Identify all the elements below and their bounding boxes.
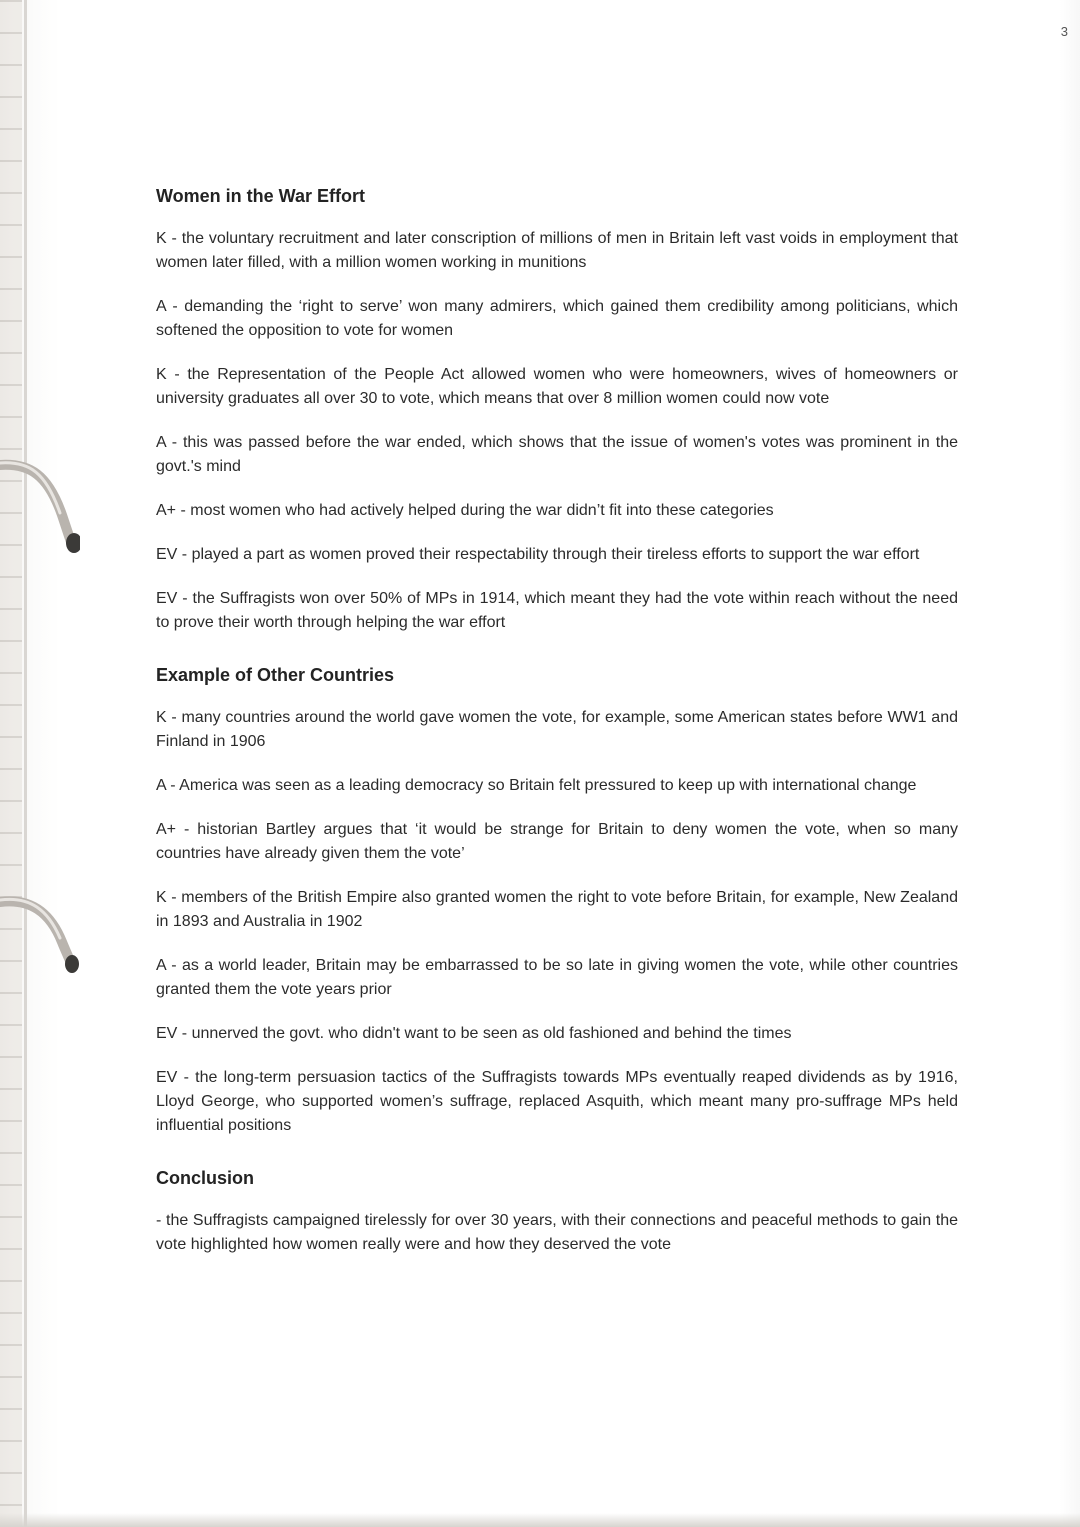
document-body <box>152 186 958 1287</box>
paragraph: K - members of the British Empire also granted women the right to vote before Britain, for example, New Zealand in 1893 and Australia in 1902 <box>156 889 959 930</box>
paragraph-text: the Representation of the People Act allowed women who were homeowners, wives of homeowners or university graduates all over 30 to vote, which means that over 8 million women could now vote <box>156 366 958 407</box>
paragraph-text: the long-term persuasion tactics of the Suffragists towards MPs eventually reaped dividends as by 1916, Lloyd George, who supported women’s suffrage, replaced Asquith, which meant many pro-suffrage MPs held influential positions <box>156 1069 959 1134</box>
paragraph-text: many countries around the world gave women the vote, for example, some American states before WW1 and Finland in 1906 <box>156 709 959 750</box>
paragraph: K - the Representation of the People Act allowed women who were homeowners, wives of homeowners or university graduates all over 30 to vote, which means that over 8 million women could now vote <box>156 366 958 407</box>
point-label: K <box>156 889 167 906</box>
point-label: EV <box>156 1025 178 1042</box>
paragraph-text: the Suffragists won over 50% of MPs in 1914, which meant they had the vote within reach without the need to prove their worth through helping the war effort <box>156 590 958 631</box>
section-conclusion <box>152 1168 958 1257</box>
paragraph-text: unnerved the govt. who didn't want to be seen as old fashioned and behind the times <box>191 1025 792 1042</box>
paragraph: A+ - most women who had actively helped during the war didn’t fit into these categories <box>156 502 774 519</box>
paragraph-text: historian Bartley argues that ‘it would be strange for Britain to deny women the vote, when so many countries have already given them the vote’ <box>156 821 958 862</box>
paragraph: EV - played a part as women proved their respectability through their tireless efforts to support the war effort <box>156 546 920 563</box>
paragraph-text: played a part as women proved their respectability through their tireless efforts to support the war effort <box>191 546 920 563</box>
point-label: A+ <box>156 502 177 519</box>
section-other-countries <box>152 665 958 1138</box>
section-heading: Example of Other Countries <box>156 665 395 685</box>
paragraph: EV - the long-term persuasion tactics of the Suffragists towards MPs eventually reaped dividends as by 1916, Lloyd George, who supported women’s suffrage, replaced Asquith, which meant many pro-suffrage MPs held influential positions <box>156 1069 959 1134</box>
point-label: A+ <box>156 821 177 838</box>
paragraph-text: the voluntary recruitment and later conscription of millions of men in Britain left vast voids in employment that women later filled, with a million women working in munitions <box>156 230 958 271</box>
paragraph: EV - unnerved the govt. who didn't want to be seen as old fashioned and behind the times <box>156 1025 792 1042</box>
binder-ring-icon <box>0 455 80 555</box>
paragraph-text: members of the British Empire also granted women the right to vote before Britain, for example, New Zealand in 1893 and Australia in 1902 <box>156 889 959 930</box>
point-label: EV <box>156 1069 178 1086</box>
paragraph-text: as a world leader, Britain may be embarrassed to be so late in giving women the vote, while other countries granted them the vote years prior <box>156 957 959 998</box>
paragraph-text: demanding the ‘right to serve’ won many admirers, which gained them credibility among politicians, which softened the opposition to vote for women <box>156 298 959 339</box>
point-label: EV <box>156 590 178 607</box>
page-number: 3 <box>1060 24 1068 39</box>
point-label: A <box>156 777 166 794</box>
paragraph: A - America was seen as a leading democracy so Britain felt pressured to keep up with international change <box>156 777 917 794</box>
point-label: K <box>156 709 167 726</box>
paragraph: A - demanding the ‘right to serve’ won many admirers, which gained them credibility among politicians, which softened the opposition to vote for women <box>156 298 959 339</box>
point-label: K <box>156 366 167 383</box>
paragraph: K - many countries around the world gave women the vote, for example, some American states before WW1 and Finland in 1906 <box>156 709 959 750</box>
point-label: EV <box>156 546 178 563</box>
point-label: A <box>156 434 166 451</box>
section-women-war-effort <box>152 186 958 635</box>
paragraph: A+ - historian Bartley argues that ‘it would be strange for Britain to deny women the vote, when so many countries have already given them the vote’ <box>156 821 958 862</box>
binder-ring-icon <box>0 880 80 980</box>
paragraph: K - the voluntary recruitment and later conscription of millions of men in Britain left vast voids in employment that women later filled, with a million women working in munitions <box>156 230 958 271</box>
section-heading: Women in the War Effort <box>156 186 365 206</box>
paragraph: A - this was passed before the war ended, which shows that the issue of women's votes was prominent in the govt.'s mind <box>156 434 959 475</box>
paragraph-text: America was seen as a leading democracy so Britain felt pressured to keep up with international change <box>179 777 917 794</box>
paragraph-text: this was passed before the war ended, which shows that the issue of women's votes was prominent in the govt.'s mind <box>156 434 959 475</box>
paragraph: A - as a world leader, Britain may be embarrassed to be so late in giving women the vote, while other countries granted them the vote years prior <box>156 957 959 998</box>
point-label: K <box>156 230 167 247</box>
point-label: A <box>156 957 166 974</box>
binder-edge <box>0 0 22 1527</box>
paragraph: EV - the Suffragists won over 50% of MPs in 1914, which meant they had the vote within reach without the need to prove their worth through helping the war effort <box>156 590 958 631</box>
paragraph-text: the Suffragists campaigned tirelessly for over 30 years, with their connections and peaceful methods to gain the vote highlighted how women really were and how they deserved the vote <box>156 1212 959 1253</box>
paragraph: - the Suffragists campaigned tirelessly for over 30 years, with their connections and peaceful methods to gain the vote highlighted how women really were and how they deserved the vote <box>156 1212 959 1253</box>
point-label: A <box>156 298 166 315</box>
section-heading: Conclusion <box>156 1168 254 1188</box>
page-bottom-edge <box>0 1513 1080 1527</box>
paragraph-text: most women who had actively helped during the war didn’t fit into these categories <box>190 502 774 519</box>
binder-margin-line <box>24 0 27 1527</box>
